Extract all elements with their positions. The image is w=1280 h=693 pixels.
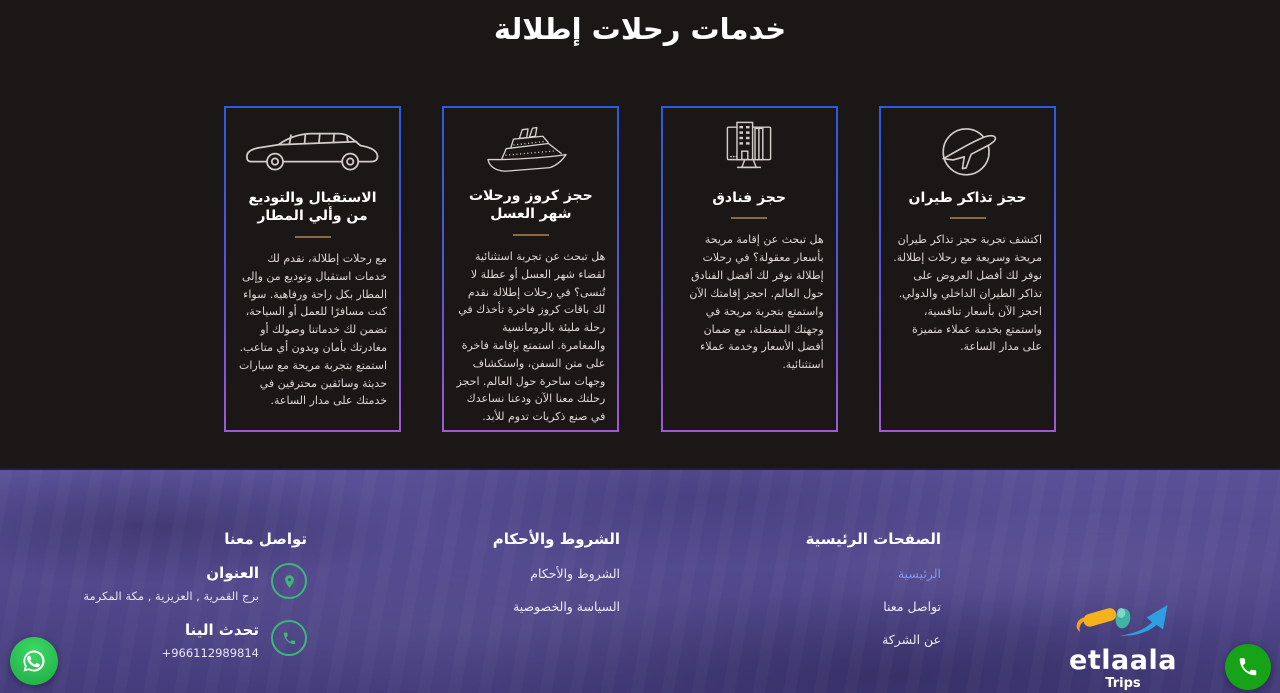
footer-link-privacy-policy[interactable]: السياسة والخصوصية bbox=[513, 599, 620, 614]
whatsapp-button[interactable] bbox=[10, 637, 58, 685]
card-description: هل تبحث عن إقامة مريحة بأسعار معقولة؟ في رحلات إطلالة نوفر لك أفضل الفنادق حول العالم. احجز إقامتك الآن واستمتع بتجربة مريحة في وجهتك المفضلة، مع ضمان أفضل الأسعار وخدمة عملاء استثنائية. bbox=[689, 233, 824, 372]
title-underline bbox=[295, 236, 331, 238]
logo-tagline: Trips bbox=[1105, 676, 1141, 691]
service-card-cruise bbox=[442, 106, 619, 432]
footer-link-contact[interactable]: تواصل معنا bbox=[883, 599, 941, 614]
cruise-ship-icon bbox=[483, 118, 579, 180]
footer-terms-column bbox=[400, 530, 620, 614]
services-cards-row bbox=[224, 106, 1056, 432]
service-card-airport-transfer bbox=[224, 106, 401, 432]
footer-contact-column bbox=[27, 530, 307, 663]
card-description: مع رحلات إطلالة، نقدم لك خدمات استقبال وتوديع من وإلى المطار بكل راحة ورفاهية. سواء كنت مسافرًا للعمل أو السياحة، تضمن لك خدماتنا وصولك أو مغادرتك بأمان وبدون أي متاعب. استمتع بتجربة مريحة مع سيارات حديثة وسائقين محترفين في خدمتك على مدار الساعة. bbox=[239, 251, 388, 408]
hotel-booking-icon bbox=[718, 118, 780, 182]
footer-heading-main-pages: الصفحات الرئيسية bbox=[805, 530, 941, 548]
call-button[interactable] bbox=[1225, 644, 1271, 690]
title-underline bbox=[513, 234, 549, 236]
card-description: هل تبحث عن تجربة استثنائية لقضاء شهر العسل أو عطلة لا تُنسى؟ في رحلات إطلالة نقدم لك باقات كروز فاخرة تأخذك في رحلة مليئة بالرومانسية والمغامرة. استمتع بإقامة فاخرة على متن السفن، واستكشاف وجهات ساحرة حول العالم. احجز رحلتك معنا الآن ودعنا نساعدك في صنع ذكريات تدوم للأبد. bbox=[456, 249, 606, 424]
logo-name: etlaala bbox=[1069, 645, 1177, 676]
contact-phone-number[interactable]: +966112989814 bbox=[161, 646, 259, 661]
title-underline bbox=[731, 217, 767, 219]
title-underline bbox=[950, 217, 986, 219]
card-title: الاستقبال والتوديع من وألي المطار bbox=[248, 190, 377, 225]
footer-link-terms-conditions[interactable]: الشروط والأحكام bbox=[530, 566, 620, 581]
page-title: خدمات رحلات إطلالة bbox=[493, 12, 787, 46]
contact-item-address bbox=[27, 563, 307, 605]
card-title: حجز كروز ورحلات شهر العسل bbox=[468, 188, 593, 223]
contact-address-text: برج القمرية , العزيزية , مكة المكرمة bbox=[83, 589, 259, 603]
footer-main-pages-column bbox=[751, 530, 941, 647]
footer-link-home[interactable]: الرئيسية bbox=[897, 566, 941, 581]
service-card-hotels bbox=[661, 106, 838, 432]
footer-heading-terms: الشروط والأحكام bbox=[492, 530, 620, 548]
footer-main-pages-links bbox=[751, 566, 941, 647]
card-title: حجز فنادق bbox=[712, 190, 786, 206]
service-card-flights-inner bbox=[881, 108, 1054, 430]
contact-address-title: العنوان bbox=[206, 564, 259, 582]
card-title: حجز تذاكر طيران bbox=[908, 190, 1027, 206]
phone-icon bbox=[271, 620, 307, 656]
service-card-flights bbox=[879, 106, 1056, 432]
service-card-cruise-inner bbox=[444, 108, 617, 430]
contact-phone-title: تحدث الينا bbox=[184, 621, 259, 640]
call-phone-icon bbox=[1237, 656, 1259, 678]
limousine-icon bbox=[238, 118, 388, 182]
footer-heading-contact: تواصل معنا bbox=[224, 530, 307, 548]
footer bbox=[0, 468, 1280, 693]
etlaala-logo-swoosh-icon bbox=[1062, 593, 1184, 647]
service-card-airport-transfer-inner bbox=[226, 108, 399, 430]
location-pin-icon bbox=[271, 563, 307, 599]
footer-link-about[interactable]: عن الشركة bbox=[882, 632, 941, 647]
whatsapp-icon bbox=[19, 646, 49, 676]
etlaala-logo[interactable] bbox=[1062, 593, 1184, 691]
footer-terms-links bbox=[400, 566, 620, 614]
card-description: اكتشف تجربة حجز تذاكر طيران مريحة وسريعة مع رحلات إطلالة. نوفر لك أفضل العروض على تذاكر الطيران الداخلي والدولي. احجز الآن بأسعار تنافسية، واستمتع بخدمة عملاء متميزة على مدار الساعة. bbox=[893, 233, 1042, 354]
service-card-hotels-inner bbox=[663, 108, 836, 430]
contact-item-phone bbox=[27, 620, 307, 662]
airplane-icon bbox=[936, 118, 1000, 182]
